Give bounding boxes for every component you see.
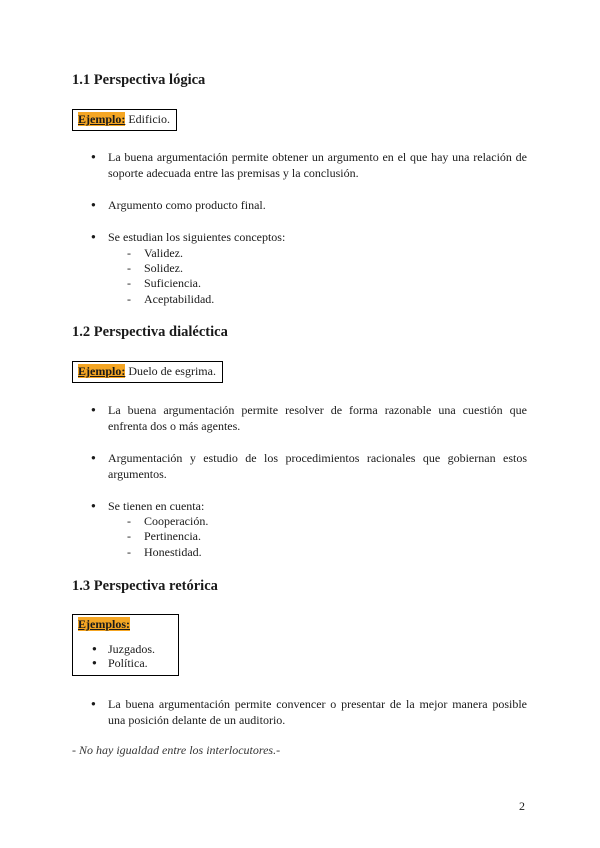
bullet-icon: ● bbox=[91, 501, 96, 510]
section-heading-dialectica: 1.2 Perspectiva dialéctica bbox=[72, 324, 228, 340]
sub-list-item: - Validez. bbox=[127, 246, 183, 260]
example-label: Ejemplo: bbox=[78, 364, 126, 378]
bullet-icon: ● bbox=[91, 405, 96, 414]
list-item bbox=[91, 197, 527, 213]
list-item-text: Se tienen en cuenta: bbox=[108, 499, 205, 513]
examples-list bbox=[78, 642, 172, 670]
sub-list-item: - Cooperación. bbox=[127, 514, 209, 528]
list-item-text: La buena argumentación permite obtener un argumento en el que hay una relación de soporte adecuada entre las premisas y la conclusión. bbox=[108, 150, 527, 180]
list-item: ● Política. bbox=[92, 656, 172, 670]
sub-list-item: - Suficiencia. bbox=[127, 276, 201, 290]
section-heading-retorica: 1.3 Perspectiva retórica bbox=[72, 578, 218, 594]
list-item bbox=[91, 696, 527, 728]
example-text: Duelo de esgrima. bbox=[125, 364, 216, 378]
page-number: 2 bbox=[519, 799, 525, 813]
list-item-text: Se estudian los siguientes conceptos: bbox=[108, 230, 286, 244]
list-item: ● Juzgados. bbox=[92, 642, 172, 656]
list-item-text: La buena argumentación permite convencer o presentar de la mejor manera posible una posición delante de un auditorio. bbox=[108, 697, 527, 727]
example-label: Ejemplos: bbox=[78, 617, 130, 631]
sub-list-item: - Pertinencia. bbox=[127, 529, 201, 543]
list-item bbox=[91, 498, 527, 514]
list-item bbox=[91, 450, 527, 482]
bullet-icon: ● bbox=[91, 699, 96, 708]
example-box-retorica bbox=[72, 614, 179, 676]
bullet-icon: ● bbox=[91, 152, 96, 161]
example-box-dialectica bbox=[72, 361, 223, 383]
example-text: Edificio. bbox=[125, 112, 170, 126]
list-item-text: La buena argumentación permite resolver de forma razonable una cuestión que enfrenta dos o más agentes. bbox=[108, 403, 527, 433]
list-item-text: Argumentación y estudio de los procedimientos racionales que gobiernan estos argumentos. bbox=[108, 451, 527, 481]
list-item-text: Argumento como producto final. bbox=[108, 198, 266, 212]
example-box-logica bbox=[72, 109, 177, 131]
section-heading-logica: 1.1 Perspectiva lógica bbox=[72, 72, 206, 88]
bullet-icon: ● bbox=[91, 200, 96, 209]
list-item bbox=[91, 149, 527, 181]
bullet-icon: ● bbox=[91, 232, 96, 241]
sub-list-item: - Aceptabilidad. bbox=[127, 292, 215, 306]
bullet-icon: ● bbox=[91, 453, 96, 462]
list-item bbox=[91, 229, 527, 245]
sub-list-item: - Solidez. bbox=[127, 261, 183, 275]
italic-note: - No hay igualdad entre los interlocutores.- bbox=[72, 743, 281, 757]
example-label: Ejemplo: bbox=[78, 112, 126, 126]
list-item bbox=[91, 402, 527, 434]
sub-list-item: - Honestidad. bbox=[127, 545, 202, 559]
